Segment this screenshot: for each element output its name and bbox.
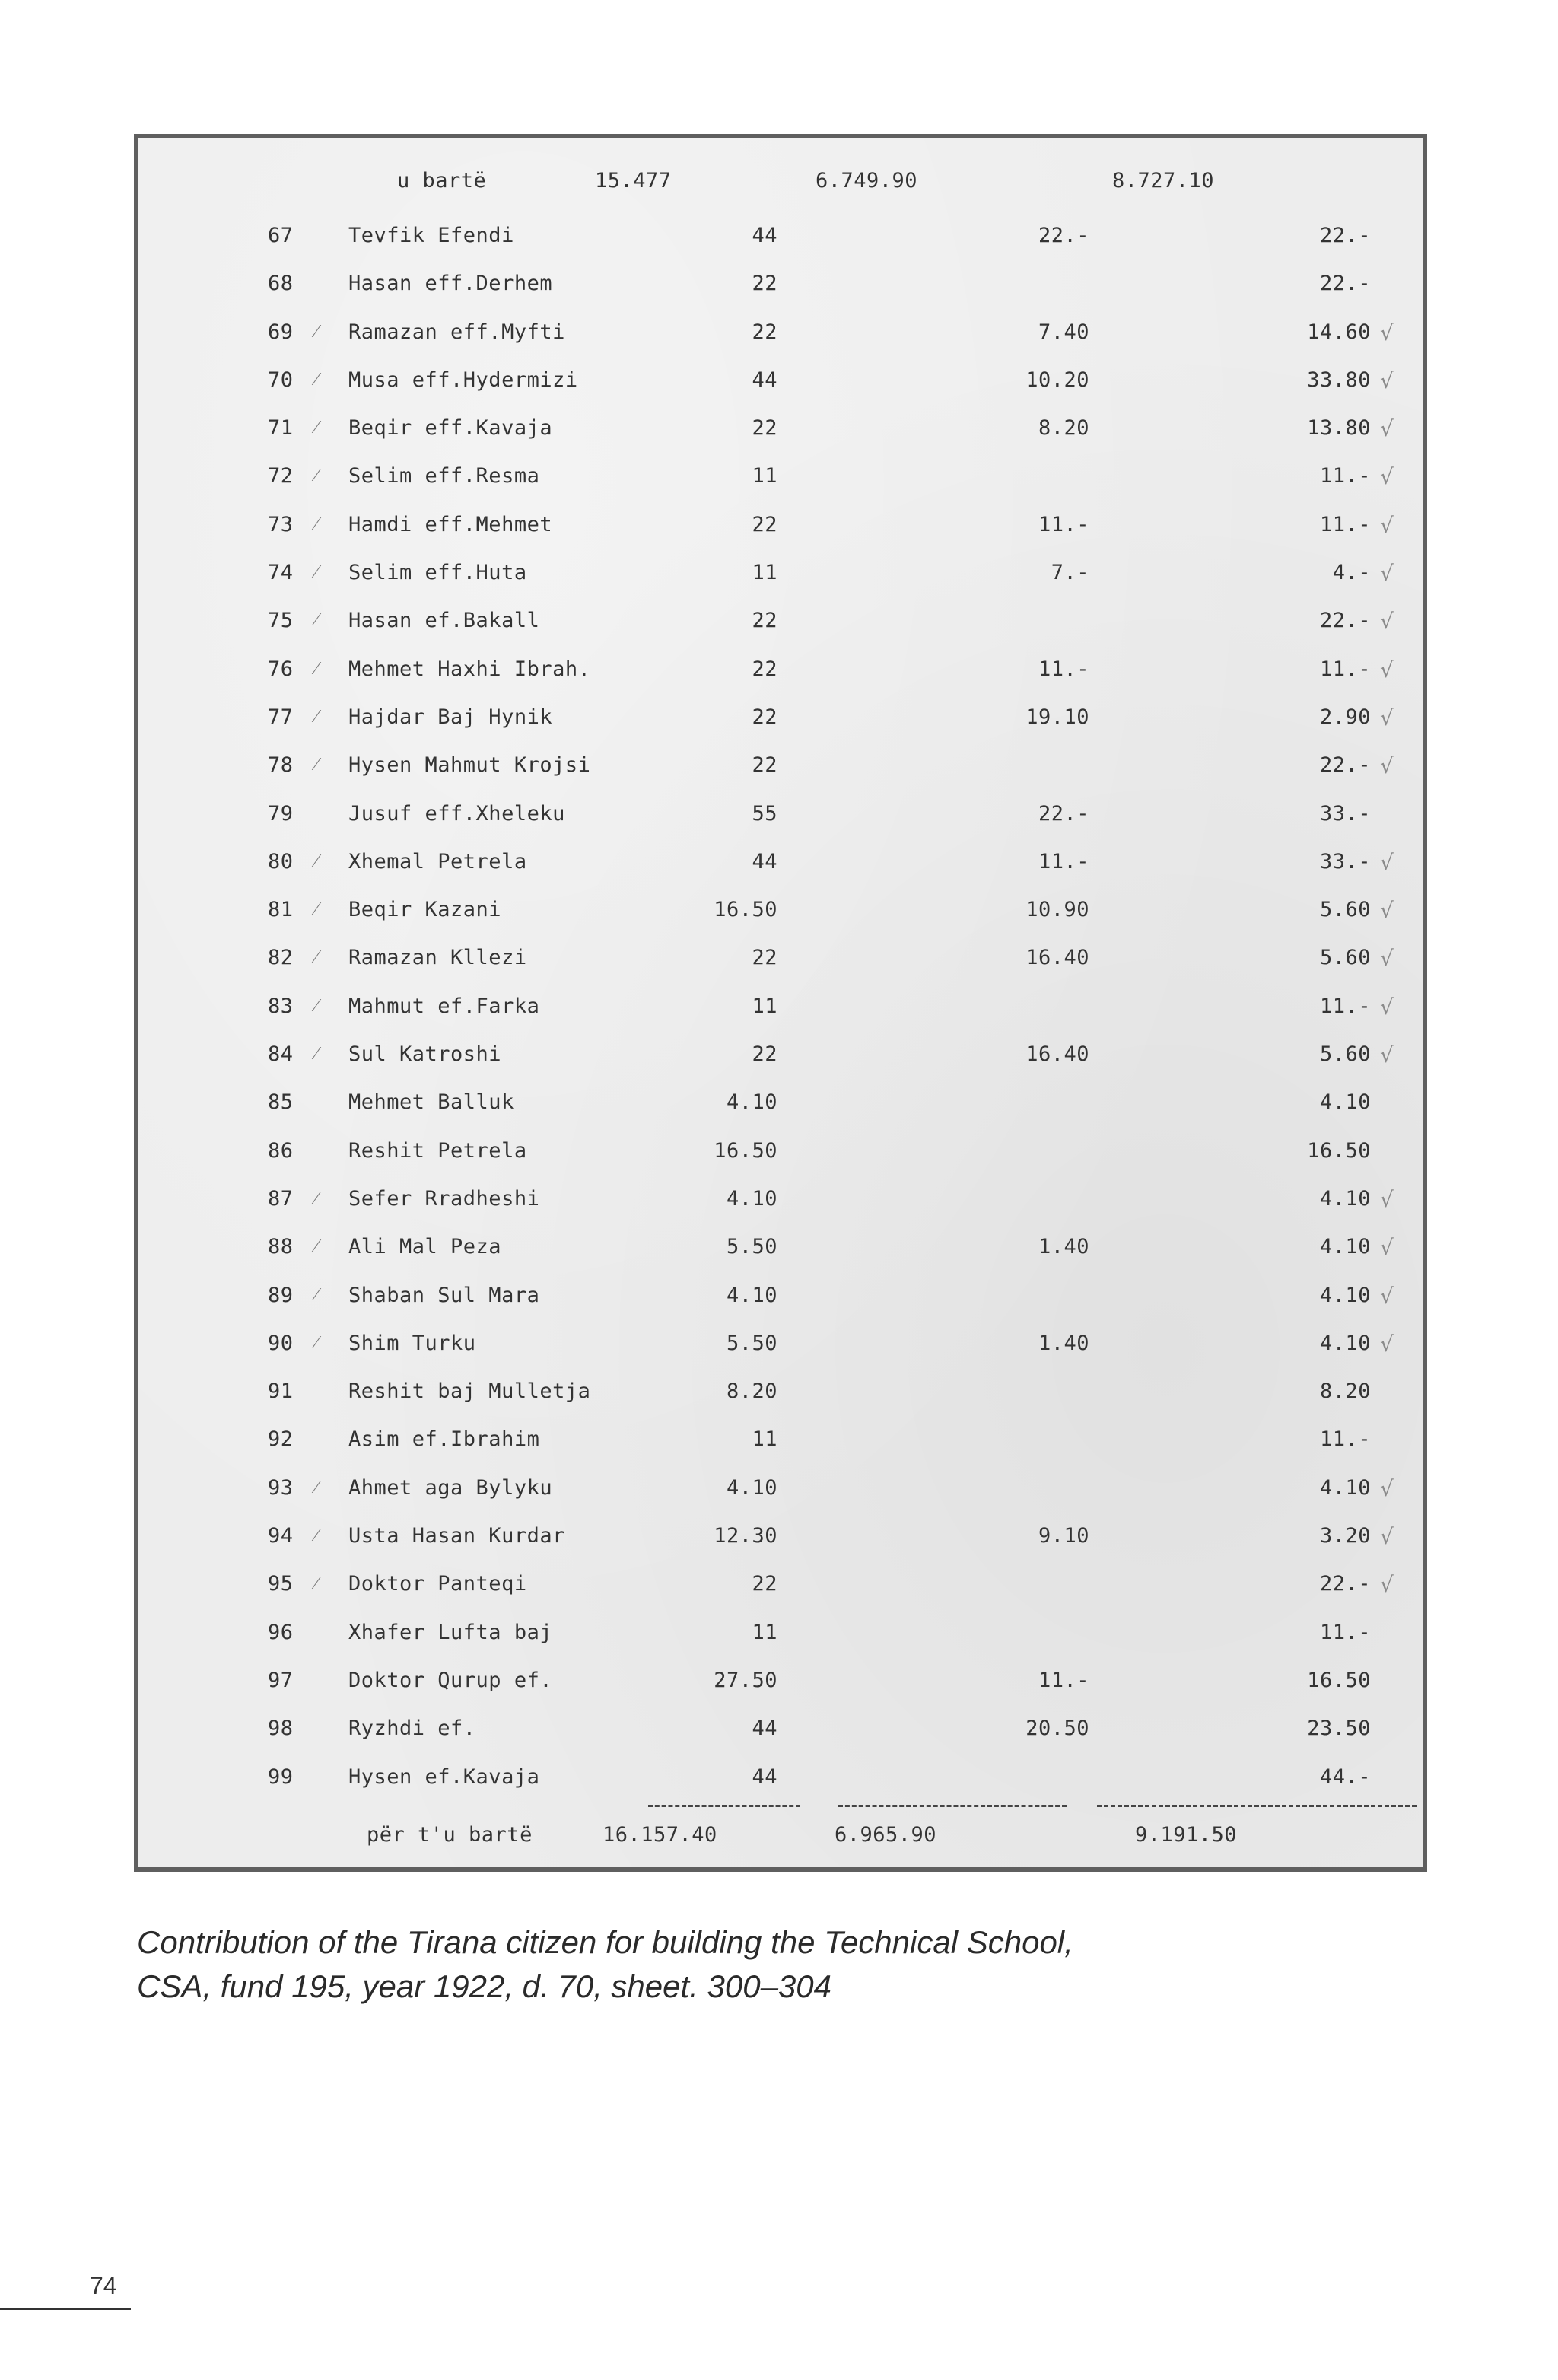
contributor-name: Mahmut ef.Farka bbox=[348, 994, 540, 1018]
ledger-row bbox=[138, 850, 1423, 898]
amount-remaining: 44.- bbox=[1319, 1764, 1371, 1789]
scanned-ledger-image bbox=[134, 134, 1427, 1872]
row-number: 94 bbox=[268, 1524, 294, 1548]
tick-mark: ⁄ bbox=[315, 416, 319, 438]
amount-remaining: 11.- bbox=[1319, 657, 1371, 681]
contributor-name: Hamdi eff.Mehmet bbox=[348, 512, 553, 536]
amount-remaining: 16.50 bbox=[1307, 1668, 1371, 1692]
amount-paid: 7.40 bbox=[1038, 320, 1089, 344]
check-mark: √ bbox=[1380, 705, 1394, 730]
amount-remaining: 33.- bbox=[1319, 849, 1371, 873]
tick-mark: ⁄ bbox=[315, 320, 319, 342]
amount-paid: 10.90 bbox=[1025, 898, 1089, 922]
contributor-name: Shim Turku bbox=[348, 1331, 476, 1355]
carried-forward-paid: 6.749.90 bbox=[816, 169, 918, 192]
amount-remaining: 23.50 bbox=[1307, 1717, 1371, 1741]
check-mark: √ bbox=[1380, 368, 1394, 393]
amount-paid: 16.40 bbox=[1025, 946, 1089, 970]
row-number: 97 bbox=[268, 1668, 294, 1692]
ledger-row bbox=[138, 802, 1423, 850]
carry-over-remaining: 9.191.50 bbox=[1135, 1823, 1238, 1847]
amount-total: 22 bbox=[752, 657, 777, 681]
row-number: 68 bbox=[268, 272, 294, 296]
row-number: 90 bbox=[268, 1331, 294, 1355]
amount-total: 16.50 bbox=[714, 1138, 777, 1163]
tick-mark: ⁄ bbox=[315, 1475, 319, 1497]
ledger-row bbox=[138, 416, 1423, 464]
row-number: 70 bbox=[268, 368, 294, 392]
row-number: 78 bbox=[268, 753, 294, 778]
amount-remaining: 8.20 bbox=[1319, 1379, 1371, 1404]
amount-total: 11 bbox=[752, 561, 777, 585]
amount-remaining: 5.60 bbox=[1319, 946, 1371, 970]
contributor-name: Beqir eff.Kavaja bbox=[348, 416, 553, 441]
amount-total: 22 bbox=[752, 416, 777, 441]
row-number: 81 bbox=[268, 898, 294, 922]
amount-remaining: 5.60 bbox=[1319, 898, 1371, 922]
contributor-name: Doktor Panteqi bbox=[348, 1572, 527, 1596]
ledger-row bbox=[138, 1476, 1423, 1524]
amount-total: 12.30 bbox=[714, 1524, 777, 1548]
amount-paid: 19.10 bbox=[1025, 705, 1089, 729]
contributor-name: Reshit baj Mulletja bbox=[348, 1379, 591, 1404]
tick-mark: ⁄ bbox=[315, 1042, 319, 1064]
page-number: 74 bbox=[90, 2272, 117, 2299]
contributor-name: Sefer Rradheshi bbox=[348, 1186, 540, 1211]
ledger-row bbox=[138, 1717, 1423, 1764]
row-number: 92 bbox=[268, 1427, 294, 1452]
amount-total: 4.10 bbox=[726, 1186, 777, 1211]
ledger-row bbox=[138, 753, 1423, 801]
contributor-name: Hajdar Baj Hynik bbox=[348, 705, 553, 729]
contributor-name: Xhemal Petrela bbox=[348, 849, 527, 873]
ledger-row bbox=[138, 1139, 1423, 1187]
amount-total: 55 bbox=[752, 801, 777, 826]
row-number: 67 bbox=[268, 224, 294, 247]
ledger-carried-forward-row bbox=[138, 169, 1423, 199]
amount-remaining: 11.- bbox=[1319, 1620, 1371, 1644]
check-mark: √ bbox=[1380, 1235, 1394, 1261]
contributor-name: Beqir Kazani bbox=[348, 898, 502, 922]
tick-mark: ⁄ bbox=[315, 512, 319, 534]
amount-remaining: 14.60 bbox=[1307, 320, 1371, 344]
amount-paid: 10.20 bbox=[1025, 368, 1089, 392]
amount-paid: 16.40 bbox=[1025, 1042, 1089, 1067]
contributor-name: Ali Mal Peza bbox=[348, 1235, 502, 1259]
ledger-row bbox=[138, 561, 1423, 609]
check-mark: √ bbox=[1380, 1475, 1394, 1501]
ledger-carry-over-row bbox=[138, 1823, 1423, 1853]
check-mark: √ bbox=[1380, 512, 1394, 538]
tick-mark: ⁄ bbox=[315, 368, 319, 390]
tick-mark: ⁄ bbox=[315, 994, 319, 1016]
caption-line-1: Contribution of the Tirana citizen for building the Technical School, bbox=[137, 1924, 1073, 1960]
amount-total: 44 bbox=[752, 368, 777, 392]
contributor-name: Hysen Mahmut Krojsi bbox=[348, 753, 591, 778]
row-number: 79 bbox=[268, 801, 294, 826]
check-mark: √ bbox=[1380, 946, 1394, 972]
contributor-name: Sul Katroshi bbox=[348, 1042, 502, 1067]
check-mark: √ bbox=[1380, 1042, 1394, 1068]
amount-remaining: 3.20 bbox=[1319, 1524, 1371, 1548]
amount-total: 22 bbox=[752, 320, 777, 344]
check-mark: √ bbox=[1380, 849, 1394, 875]
amount-total: 22 bbox=[752, 1572, 777, 1596]
ledger-row bbox=[138, 464, 1423, 512]
amount-remaining: 33.- bbox=[1319, 801, 1371, 826]
ledger-row bbox=[138, 320, 1423, 368]
amount-remaining: 16.50 bbox=[1307, 1138, 1371, 1163]
row-number: 88 bbox=[268, 1235, 294, 1259]
carry-over-total: 16.157.40 bbox=[603, 1823, 717, 1847]
tick-mark: ⁄ bbox=[315, 946, 319, 968]
amount-remaining: 22.- bbox=[1319, 1572, 1371, 1596]
amount-remaining: 5.60 bbox=[1319, 1042, 1371, 1067]
sum-underline bbox=[138, 1805, 1423, 1808]
amount-paid: 20.50 bbox=[1025, 1717, 1089, 1741]
check-mark: √ bbox=[1380, 561, 1394, 587]
figure-caption bbox=[137, 1920, 1430, 2009]
ledger-row bbox=[138, 1427, 1423, 1475]
carried-forward-total: 15.477 bbox=[595, 169, 672, 192]
ledger-row bbox=[138, 657, 1423, 705]
amount-paid: 11.- bbox=[1038, 512, 1089, 536]
tick-mark: ⁄ bbox=[315, 705, 319, 727]
contributor-name: Hasan ef.Bakall bbox=[348, 609, 540, 633]
amount-remaining: 11.- bbox=[1319, 1427, 1371, 1452]
ledger-row bbox=[138, 946, 1423, 994]
row-number: 71 bbox=[268, 416, 294, 441]
carry-over-paid: 6.965.90 bbox=[835, 1823, 937, 1847]
ledger-row bbox=[138, 224, 1423, 272]
row-number: 95 bbox=[268, 1572, 294, 1596]
amount-paid: 1.40 bbox=[1038, 1235, 1089, 1259]
carry-over-label: për t'u bartë bbox=[367, 1823, 533, 1847]
amount-total: 22 bbox=[752, 753, 777, 778]
row-number: 91 bbox=[268, 1379, 294, 1404]
row-number: 93 bbox=[268, 1475, 294, 1500]
row-number: 96 bbox=[268, 1620, 294, 1644]
check-mark: √ bbox=[1380, 1283, 1394, 1309]
amount-total: 5.50 bbox=[726, 1235, 777, 1259]
amount-total: 16.50 bbox=[714, 898, 777, 922]
amount-paid: 9.10 bbox=[1038, 1524, 1089, 1548]
ledger-row bbox=[138, 609, 1423, 657]
row-number: 89 bbox=[268, 1283, 294, 1307]
amount-total: 22 bbox=[752, 272, 777, 296]
amount-total: 22 bbox=[752, 705, 777, 729]
contributor-name: Shaban Sul Mara bbox=[348, 1283, 540, 1307]
amount-remaining: 22.- bbox=[1319, 224, 1371, 247]
tick-mark: ⁄ bbox=[315, 898, 319, 920]
contributor-name: Jusuf eff.Xheleku bbox=[348, 801, 565, 826]
row-number: 75 bbox=[268, 609, 294, 633]
ledger-row bbox=[138, 1669, 1423, 1717]
tick-mark: ⁄ bbox=[315, 657, 319, 679]
amount-remaining: 2.90 bbox=[1319, 705, 1371, 729]
contributor-name: Reshit Petrela bbox=[348, 1138, 527, 1163]
row-number: 82 bbox=[268, 946, 294, 970]
check-mark: √ bbox=[1380, 1186, 1394, 1212]
contributor-name: Ryzhdi ef. bbox=[348, 1717, 476, 1741]
amount-total: 44 bbox=[752, 1717, 777, 1741]
amount-total: 4.10 bbox=[726, 1283, 777, 1307]
amount-paid: 7.- bbox=[1051, 561, 1089, 585]
amount-paid: 1.40 bbox=[1038, 1331, 1089, 1355]
ledger-row bbox=[138, 1332, 1423, 1379]
amount-total: 11 bbox=[752, 464, 777, 488]
amount-remaining: 4.10 bbox=[1319, 1090, 1371, 1115]
ledger-row bbox=[138, 1379, 1423, 1427]
row-number: 74 bbox=[268, 561, 294, 585]
row-number: 87 bbox=[268, 1186, 294, 1211]
contributor-name: Tevfik Efendi bbox=[348, 224, 514, 247]
amount-remaining: 11.- bbox=[1319, 512, 1371, 536]
check-mark: √ bbox=[1380, 609, 1394, 635]
check-mark: √ bbox=[1380, 753, 1394, 779]
amount-paid: 11.- bbox=[1038, 849, 1089, 873]
amount-remaining: 4.10 bbox=[1319, 1331, 1371, 1355]
amount-total: 44 bbox=[752, 224, 777, 247]
amount-total: 44 bbox=[752, 1764, 777, 1789]
row-number: 84 bbox=[268, 1042, 294, 1067]
amount-total: 22 bbox=[752, 609, 777, 633]
row-number: 76 bbox=[268, 657, 294, 681]
ledger-row bbox=[138, 1524, 1423, 1572]
contributor-name: Hysen ef.Kavaja bbox=[348, 1764, 540, 1789]
row-number: 86 bbox=[268, 1138, 294, 1163]
amount-remaining: 4.10 bbox=[1319, 1475, 1371, 1500]
sum-dash-remaining bbox=[1097, 1805, 1417, 1807]
row-number: 83 bbox=[268, 994, 294, 1018]
ledger-row bbox=[138, 705, 1423, 753]
check-mark: √ bbox=[1380, 898, 1394, 924]
ledger-row bbox=[138, 898, 1423, 946]
contributor-name: Mehmet Haxhi Ibrah. bbox=[348, 657, 591, 681]
ledger-row bbox=[138, 1572, 1423, 1620]
tick-mark: ⁄ bbox=[315, 753, 319, 775]
amount-total: 4.10 bbox=[726, 1475, 777, 1500]
amount-remaining: 22.- bbox=[1319, 272, 1371, 296]
tick-mark: ⁄ bbox=[315, 849, 319, 871]
page-number-rule bbox=[0, 2308, 131, 2310]
check-mark: √ bbox=[1380, 657, 1394, 682]
amount-paid: 22.- bbox=[1038, 801, 1089, 826]
contributor-name: Ramazan eff.Myfti bbox=[348, 320, 565, 344]
tick-mark: ⁄ bbox=[315, 1186, 319, 1208]
amount-total: 22 bbox=[752, 946, 777, 970]
amount-remaining: 22.- bbox=[1319, 753, 1371, 778]
amount-paid: 11.- bbox=[1038, 1668, 1089, 1692]
tick-mark: ⁄ bbox=[315, 1572, 319, 1594]
carried-forward-label: u bartë bbox=[397, 169, 487, 192]
ledger-row bbox=[138, 1187, 1423, 1235]
check-mark: √ bbox=[1380, 464, 1394, 490]
check-mark: √ bbox=[1380, 1524, 1394, 1550]
contributor-name: Selim eff.Resma bbox=[348, 464, 540, 488]
ledger-row bbox=[138, 1284, 1423, 1332]
amount-remaining: 33.80 bbox=[1307, 368, 1371, 392]
amount-paid: 8.20 bbox=[1038, 416, 1089, 441]
contributor-name: Doktor Qurup ef. bbox=[348, 1668, 553, 1692]
ledger-row bbox=[138, 1235, 1423, 1283]
row-number: 73 bbox=[268, 512, 294, 536]
amount-remaining: 4.10 bbox=[1319, 1283, 1371, 1307]
amount-total: 27.50 bbox=[714, 1668, 777, 1692]
contributor-name: Xhafer Lufta baj bbox=[348, 1620, 553, 1644]
check-mark: √ bbox=[1380, 1572, 1394, 1598]
amount-total: 22 bbox=[752, 1042, 777, 1067]
amount-paid: 22.- bbox=[1038, 224, 1089, 247]
amount-total: 11 bbox=[752, 1427, 777, 1452]
row-number: 99 bbox=[268, 1764, 294, 1789]
contributor-name: Usta Hasan Kurdar bbox=[348, 1524, 565, 1548]
check-mark: √ bbox=[1380, 320, 1394, 345]
amount-remaining: 11.- bbox=[1319, 464, 1371, 488]
amount-remaining: 11.- bbox=[1319, 994, 1371, 1018]
tick-mark: ⁄ bbox=[315, 1331, 319, 1353]
tick-mark: ⁄ bbox=[315, 1235, 319, 1257]
amount-total: 8.20 bbox=[726, 1379, 777, 1404]
caption-line-2: CSA, fund 195, year 1922, d. 70, sheet. 300–304 bbox=[137, 1968, 832, 2004]
ledger-row bbox=[138, 513, 1423, 561]
ledger-row bbox=[138, 1042, 1423, 1090]
row-number: 98 bbox=[268, 1717, 294, 1741]
amount-total: 11 bbox=[752, 1620, 777, 1644]
contributor-name: Hasan eff.Derhem bbox=[348, 272, 553, 296]
amount-total: 22 bbox=[752, 512, 777, 536]
tick-mark: ⁄ bbox=[315, 1524, 319, 1546]
sum-dash-paid bbox=[838, 1805, 1067, 1807]
contributor-name: Selim eff.Huta bbox=[348, 561, 527, 585]
row-number: 72 bbox=[268, 464, 294, 488]
carried-forward-remaining: 8.727.10 bbox=[1112, 169, 1215, 192]
amount-total: 11 bbox=[752, 994, 777, 1018]
amount-paid: 11.- bbox=[1038, 657, 1089, 681]
check-mark: √ bbox=[1380, 994, 1394, 1020]
row-number: 80 bbox=[268, 849, 294, 873]
contributor-name: Musa eff.Hydermizi bbox=[348, 368, 578, 392]
amount-remaining: 4.10 bbox=[1319, 1186, 1371, 1211]
ledger-rows bbox=[138, 224, 1423, 1813]
tick-mark: ⁄ bbox=[315, 464, 319, 486]
tick-mark: ⁄ bbox=[315, 561, 319, 583]
ledger-row bbox=[138, 272, 1423, 320]
sum-dash-total bbox=[648, 1805, 800, 1807]
contributor-name: Ahmet aga Bylyku bbox=[348, 1475, 553, 1500]
amount-remaining: 22.- bbox=[1319, 609, 1371, 633]
tick-mark: ⁄ bbox=[315, 609, 319, 631]
ledger-row bbox=[138, 1621, 1423, 1669]
check-mark: √ bbox=[1380, 1331, 1394, 1357]
amount-remaining: 13.80 bbox=[1307, 416, 1371, 441]
contributor-name: Mehmet Balluk bbox=[348, 1090, 514, 1115]
amount-remaining: 4.- bbox=[1332, 561, 1371, 585]
amount-total: 5.50 bbox=[726, 1331, 777, 1355]
ledger-row bbox=[138, 1090, 1423, 1138]
amount-remaining: 4.10 bbox=[1319, 1235, 1371, 1259]
amount-total: 4.10 bbox=[726, 1090, 777, 1115]
ledger-row bbox=[138, 368, 1423, 416]
check-mark: √ bbox=[1380, 416, 1394, 442]
contributor-name: Asim ef.Ibrahim bbox=[348, 1427, 540, 1452]
amount-total: 44 bbox=[752, 849, 777, 873]
row-number: 85 bbox=[268, 1090, 294, 1115]
ledger-row bbox=[138, 994, 1423, 1042]
tick-mark: ⁄ bbox=[315, 1283, 319, 1305]
row-number: 77 bbox=[268, 705, 294, 729]
contributor-name: Ramazan Kllezi bbox=[348, 946, 527, 970]
row-number: 69 bbox=[268, 320, 294, 344]
